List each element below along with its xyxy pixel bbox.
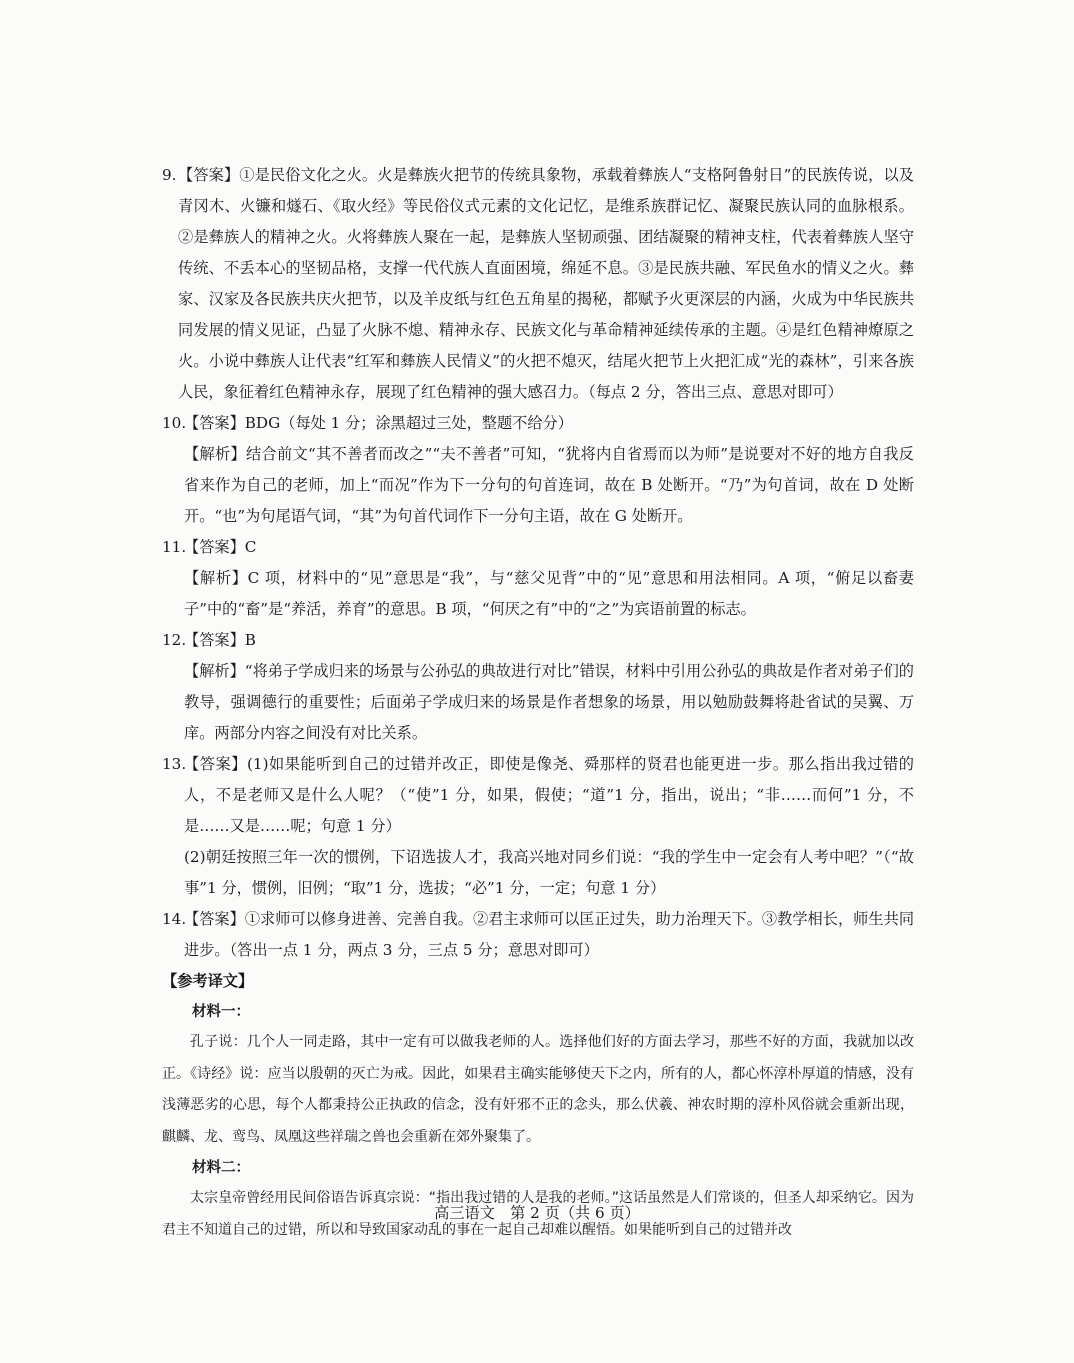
question-11-analysis: 【解析】C 项，材料中的“见”意思是“我”，与“慈父见背”中的“见”意思和用法相同。A 项，“俯足以畜妻子”中的“畜”是“养活，养育”的意思。B 项，“何厌之有”中的“之”为宾语前置的标志。 <box>184 569 914 618</box>
material-2-title: 材料二： <box>192 1160 250 1176</box>
page-footer: 高三语文 第 2 页（共 6 页） <box>434 1204 640 1222</box>
question-number: 9. <box>162 166 177 184</box>
question-10-answer: 【答案】BDG（每处 1 分；涂黑超过三处，整题不给分） <box>184 414 573 432</box>
question-11 <box>162 532 914 563</box>
question-13 <box>162 749 914 842</box>
material-1-title: 材料一： <box>192 1004 250 1020</box>
question-12-answer: 【答案】B <box>184 631 256 649</box>
question-11-answer: 【答案】C <box>184 538 257 556</box>
question-14-answer: 【答案】①求师可以修身进善、完善自我。②君主求师可以匡正过失，助力治理天下。③教学相长，师生共同进步。（答出一点 1 分，两点 3 分，三点 5 分；意思对即可） <box>184 910 914 959</box>
question-12-analysis: 【解析】“将弟子学成归来的场景与公孙弘的典故进行对比”错误，材料中引用公孙弘的典故是作者对弟子们的教导，强调德行的重要性；后面弟子学成归来的场景是作者想象的场景，用以勉励鼓舞将赴省试的吴翼、万庠。两部分内容之间没有对比关系。 <box>184 662 914 742</box>
question-number: 10. <box>162 414 187 432</box>
question-9-answer: 【答案】①是民俗文化之火。火是彝族火把节的传统具象物，承载着彝族人“支格阿鲁射日”的民族传说，以及青冈木、火镰和燧石、《取火经》等民俗仪式元素的文化记忆，是维系族群记忆、凝聚民族认同的血脉根系。②是彝族人的精神之火。火将彝族人聚在一起，是彝族人坚韧顽强、团结凝聚的精神支柱，代表着彝族人坚守传统、不丢本心的坚韧品格，支撑一代代族人直面困境，绵延不息。③是民族共融、军民鱼水的情义之火。彝家、汉家及各民族共庆火把节，以及羊皮纸与红色五角星的揭秘，都赋予火更深层的内涵，火成为中华民族共同发展的情义见证，凸显了火脉不熄、精神永存、民族文化与革命精神延续传承的主题。④是红色精神燎原之火。小说中彝族人让代表“红军和彝族人民情义”的火把不熄灭，结尾火把节上火把汇成“光的森林”，引来各族人民，象征着红色精神永存，展现了红色精神的强大感召力。（每点 2 分，答出三点、意思对即可） <box>178 166 914 401</box>
material-1-text: 孔子说：几个人一同走路，其中一定有可以做我老师的人。选择他们好的方面去学习，那些不好的方面，我就加以改正。《诗经》说：应当以殷朝的灭亡为戒。因此，如果君主确实能够使天下之内，所有的人，都心怀淳朴厚道的情感，没有浅薄恶劣的心思，每个人都秉持公正执政的信念，没有奸邪不正的念头，那么伏羲、神农时期的淳朴风俗就会重新出现，麒麟、龙、鸾鸟、凤凰这些祥瑞之兽也会重新在郊外聚集了。 <box>162 1034 914 1145</box>
material-2-text: 太宗皇帝曾经用民间俗语告诉真宗说：“指出我过错的人是我的老师。”这话虽然是人们常谈的，但圣人却采纳它。因为君主不知道自己的过错，所以和导致国家动乱的事在一起自己却难以醒悟。如果能听到自己的过错并改 <box>162 1190 914 1238</box>
question-number: 12. <box>162 631 187 649</box>
question-number: 14. <box>162 910 187 928</box>
translation-heading: 【参考译文】 <box>162 972 254 990</box>
question-14 <box>162 904 914 966</box>
question-number: 13. <box>162 755 187 773</box>
question-9 <box>162 160 914 408</box>
question-10-analysis: 【解析】结合前文“其不善者而改之”“夫不善者”可知，“犹将内自省焉而以为师”是说要对不好的地方自我反省来作为自己的老师，加上“而况”作为下一分句的句首连词，故在 B 处断开。“乃”为句首词，故在 D 处断开。“也”为句尾语气词，“其”为句首代词作下一分句主语，故在 G 处断开。 <box>184 445 914 525</box>
question-13-answer-part2: (2)朝廷按照三年一次的惯例，下诏选拔人才，我高兴地对同乡们说：“我的学生中一定会有人考中吧？”（“故事”1 分，惯例，旧例；“取”1 分，选拔；“必”1 分，一定；句意 1 分） <box>184 848 914 897</box>
question-number: 11. <box>162 538 187 556</box>
answer-content <box>162 160 914 1246</box>
question-13-answer-part1: 【答案】(1)如果能听到自己的过错并改正，即使是像尧、舜那样的贤君也能更进一步。那么指出我过错的人，不是老师又是什么人呢？（“使”1 分，如果，假使；“道”1 分，指出，说出；“非……而何”1 分，不是……又是……呢；句意 1 分） <box>184 755 914 835</box>
question-10 <box>162 408 914 439</box>
question-12 <box>162 625 914 656</box>
